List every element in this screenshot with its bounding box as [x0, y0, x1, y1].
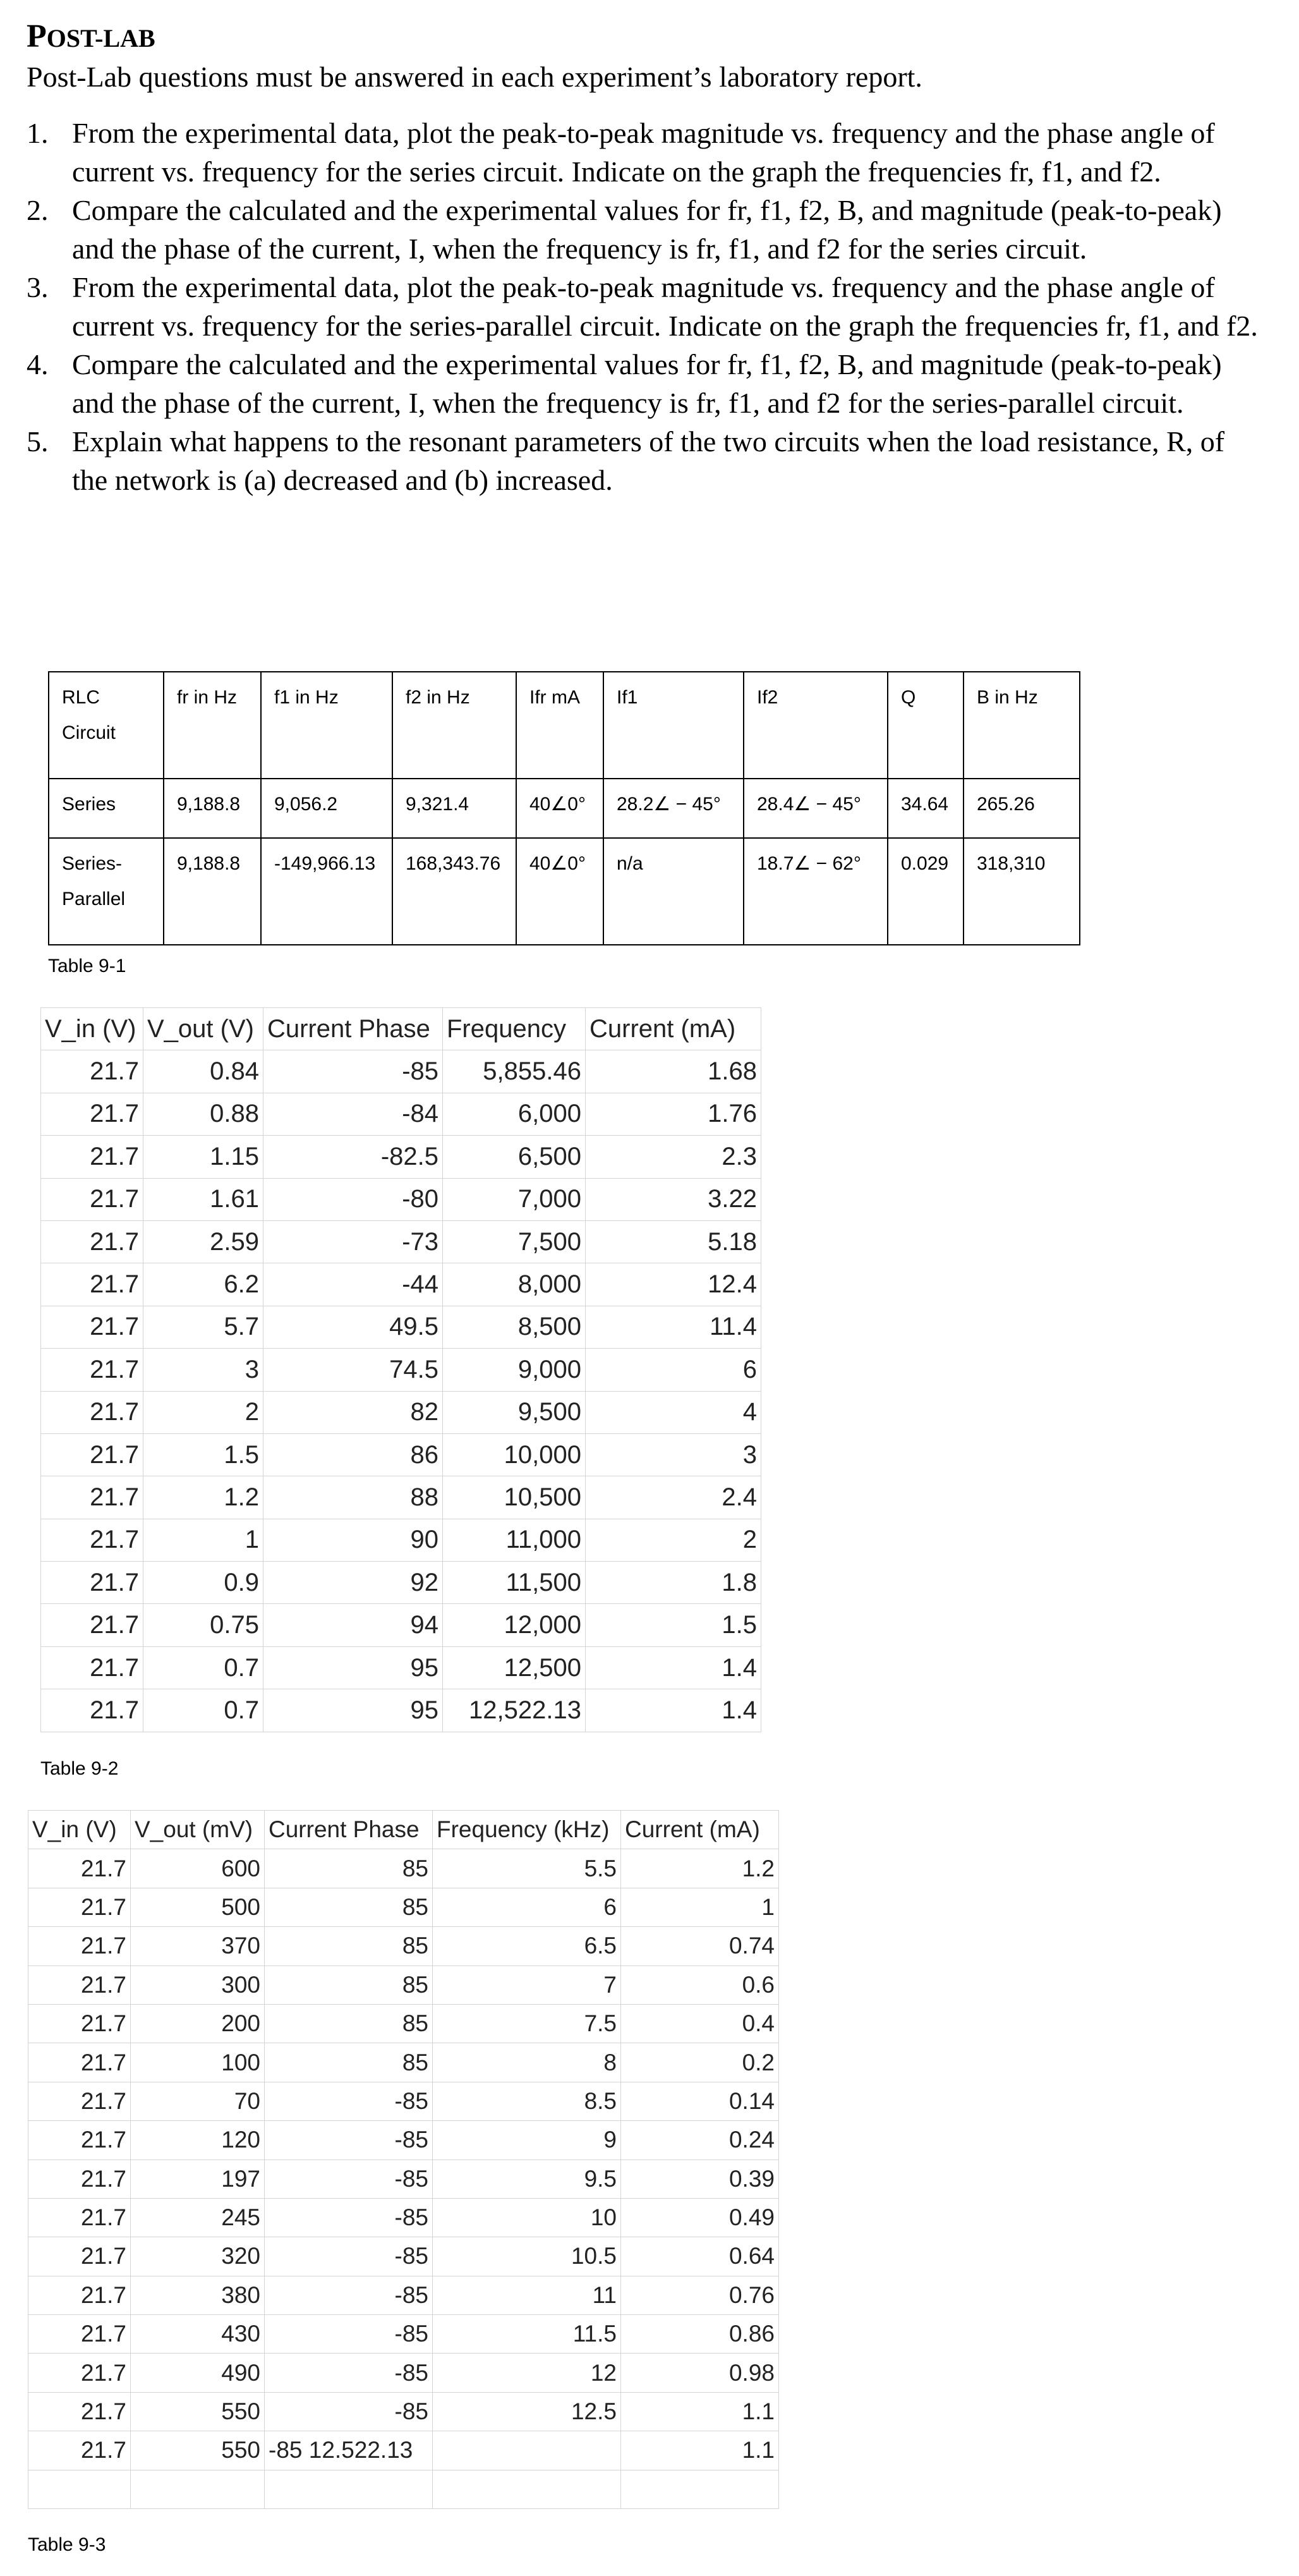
table-cell: 10.5 [433, 2237, 621, 2276]
table-cell: 21.7 [28, 2043, 131, 2082]
table-cell: 1.8 [586, 1562, 761, 1604]
table-cell: -73 [263, 1220, 443, 1263]
table-cell: 12,522.13 [443, 1689, 586, 1732]
column-header: fr in Hz [164, 672, 261, 779]
table-cell: 74.5 [263, 1349, 443, 1391]
table-cell: 490 [131, 2354, 265, 2392]
column-header: Q [888, 672, 964, 779]
table-cell: 12.5 [433, 2392, 621, 2431]
table-cell: 86 [263, 1433, 443, 1476]
column-header: Current (mA) [586, 1008, 761, 1050]
table-cell: 600 [131, 1849, 265, 1888]
table-cell: 1 [143, 1519, 263, 1561]
table-cell: 40∠0° [516, 779, 603, 838]
question-list [27, 114, 1265, 499]
table-row [28, 2315, 779, 2354]
table-row [41, 1349, 761, 1391]
table-9-3 [28, 1810, 779, 2509]
table-cell: 8,000 [443, 1263, 586, 1306]
table-row [28, 2392, 779, 2431]
table-cell: 11 [433, 2276, 621, 2314]
table-cell: 9,000 [443, 1349, 586, 1391]
table-cell: 21.7 [41, 1050, 143, 1093]
table-cell: 5,855.46 [443, 1050, 586, 1093]
table-cell: 11,500 [443, 1562, 586, 1604]
table-cell: 9,321.4 [392, 779, 516, 838]
table-cell: 2.4 [586, 1476, 761, 1519]
table-cell [433, 2431, 621, 2470]
table-cell: -85 [265, 2315, 433, 2354]
table-cell: 90 [263, 1519, 443, 1561]
table-cell: 85 [265, 2043, 433, 2082]
column-header: If1 [603, 672, 744, 779]
table-cell: -85 [263, 1050, 443, 1093]
table-cell: 21.7 [28, 2198, 131, 2237]
table-cell: 0.84 [143, 1050, 263, 1093]
table-cell: 318,310 [964, 838, 1080, 945]
table-row [41, 1093, 761, 1135]
column-header: Current (mA) [621, 1811, 779, 1849]
table-row [41, 1391, 761, 1433]
table-row [28, 2354, 779, 2392]
table-cell: 12 [433, 2354, 621, 2392]
table-cell: 9,188.8 [164, 838, 261, 945]
table-cell: 21.7 [28, 2392, 131, 2431]
table-cell: 92 [263, 1562, 443, 1604]
table-cell: 245 [131, 2198, 265, 2237]
table-cell: 12,000 [443, 1604, 586, 1646]
column-header: V_in (V) [41, 1008, 143, 1050]
column-header: V_out (V) [143, 1008, 263, 1050]
table-cell: 0.6 [621, 1965, 779, 2004]
table-cell: 0.4 [621, 2004, 779, 2043]
table-row [41, 1050, 761, 1093]
table-cell: 550 [131, 2392, 265, 2431]
table-cell: 21.7 [41, 1220, 143, 1263]
table-cell: 21.7 [41, 1646, 143, 1689]
table-cell: 21.7 [41, 1349, 143, 1391]
table-row [41, 1433, 761, 1476]
table-cell: 10,000 [443, 1433, 586, 1476]
table-row [49, 838, 1080, 945]
table-cell: 2 [143, 1391, 263, 1433]
table-cell: 120 [131, 2121, 265, 2160]
table-cell: 1.76 [586, 1093, 761, 1135]
table-cell: 1.1 [621, 2431, 779, 2470]
table-cell: 0.7 [143, 1689, 263, 1732]
table-cell: 21.7 [28, 2082, 131, 2120]
table-cell: 1.5 [143, 1433, 263, 1476]
column-header: Ifr mA [516, 672, 603, 779]
table-cell: 8 [433, 2043, 621, 2082]
table-cell: 21.7 [28, 1849, 131, 1888]
table-cell: -85 [265, 2237, 433, 2276]
table-cell: 9.5 [433, 2160, 621, 2198]
table-cell: 2.3 [586, 1136, 761, 1178]
table-cell: n/a [603, 838, 744, 945]
table-cell: 12.4 [586, 1263, 761, 1306]
table-cell: 21.7 [41, 1136, 143, 1178]
table-cell: 85 [265, 2004, 433, 2043]
table-cell: 34.64 [888, 779, 964, 838]
table-row [28, 2431, 779, 2470]
table-row [28, 2121, 779, 2160]
table-cell: 49.5 [263, 1306, 443, 1348]
column-header: Frequency (kHz) [433, 1811, 621, 1849]
table-cell: 21.7 [28, 1888, 131, 1926]
column-header: V_out (mV) [131, 1811, 265, 1849]
table-cell: 21.7 [28, 2354, 131, 2392]
table-cell: 6.2 [143, 1263, 263, 1306]
table-cell: 5.18 [586, 1220, 761, 1263]
table-cell: 10,500 [443, 1476, 586, 1519]
table-cell: 21.7 [41, 1306, 143, 1348]
table-row [41, 1562, 761, 1604]
table-cell: 3.22 [586, 1178, 761, 1220]
table-cell: 168,343.76 [392, 838, 516, 945]
table-cell: 0.49 [621, 2198, 779, 2237]
table-row [28, 2043, 779, 2082]
table-header-row [41, 1008, 761, 1050]
table-cell: 8,500 [443, 1306, 586, 1348]
table-cell: 370 [131, 1927, 265, 1965]
table-cell: 4 [586, 1391, 761, 1433]
table-9-2-caption: Table 9-2 [40, 1758, 119, 1779]
table-cell: -149,966.13 [261, 838, 392, 945]
table-cell: -85 [265, 2354, 433, 2392]
table-row [41, 1306, 761, 1348]
table-cell: 7,500 [443, 1220, 586, 1263]
table-cell: 1.2 [143, 1476, 263, 1519]
table-cell: 300 [131, 1965, 265, 2004]
section-heading [27, 16, 155, 59]
table-cell: 1.15 [143, 1136, 263, 1178]
table-cell: 3 [143, 1349, 263, 1391]
table-cell: 82 [263, 1391, 443, 1433]
table-row [28, 1888, 779, 1926]
table-cell: 85 [265, 1927, 433, 1965]
table-cell: 9,500 [443, 1391, 586, 1433]
table-row [28, 2276, 779, 2314]
table-cell: Series-Parallel [49, 838, 164, 945]
column-header: Current Phase [265, 1811, 433, 1849]
table-cell: -44 [263, 1263, 443, 1306]
table-cell: 9 [433, 2121, 621, 2160]
column-header: V_in (V) [28, 1811, 131, 1849]
table-cell: 70 [131, 2082, 265, 2120]
table-cell: 21.7 [41, 1093, 143, 1135]
table-cell: 3 [586, 1433, 761, 1476]
table-cell: 0.64 [621, 2237, 779, 2276]
table-cell: 11.5 [433, 2315, 621, 2354]
table-cell: 11,000 [443, 1519, 586, 1561]
table-cell: 94 [263, 1604, 443, 1646]
table-cell: 5.7 [143, 1306, 263, 1348]
table-cell: -80 [263, 1178, 443, 1220]
table-cell: 0.98 [621, 2354, 779, 2392]
table-cell: 11.4 [586, 1306, 761, 1348]
table-cell [621, 2470, 779, 2508]
table-row [41, 1519, 761, 1561]
table-cell: 12,500 [443, 1646, 586, 1689]
table-cell: 95 [263, 1689, 443, 1732]
table-cell: 0.9 [143, 1562, 263, 1604]
table-cell: 9,056.2 [261, 779, 392, 838]
table-row [41, 1263, 761, 1306]
table-cell: 6 [433, 1888, 621, 1926]
table-row [41, 1136, 761, 1178]
table-cell: 0.029 [888, 838, 964, 945]
table-row [28, 2237, 779, 2276]
question-item: 4. Compare the calculated and the experimental values for fr, f1, f2, B, and magnitude (peak-to-peak) and the phase of the current, I, when the frequency is fr, f1, and f2 for the series-parallel circuit. [27, 348, 1222, 419]
table-cell: 85 [265, 1888, 433, 1926]
table-cell: 28.2∠ − 45° [603, 779, 744, 838]
table-cell [131, 2470, 265, 2508]
column-header: RLC Circuit [49, 672, 164, 779]
question-item: 2. Compare the calculated and the experimental values for fr, f1, f2, B, and magnitude (peak-to-peak) and the phase of the current, I, when the frequency is fr, f1, and f2 for the series circuit. [27, 194, 1222, 265]
table-cell: 0.2 [621, 2043, 779, 2082]
question-item: 5. Explain what happens to the resonant parameters of the two circuits when the load resistance, R, of the network is (a) decreased and (b) increased. [27, 425, 1225, 496]
table-cell: -85 [265, 2276, 433, 2314]
table-cell: 1.5 [586, 1604, 761, 1646]
table-row [41, 1476, 761, 1519]
table-cell: 40∠0° [516, 838, 603, 945]
table-cell: 21.7 [41, 1519, 143, 1561]
table-cell: -85 [265, 2160, 433, 2198]
table-cell: 0.74 [621, 1927, 779, 1965]
question-item: 3. From the experimental data, plot the peak-to-peak magnitude vs. frequency and the phase angle of current vs. frequency for the series-parallel circuit. Indicate on the graph the frequencies fr, f1, and f2. [27, 271, 1258, 342]
table-header-row [28, 1811, 779, 1849]
table-cell: -85 [265, 2392, 433, 2431]
table-cell: 7.5 [433, 2004, 621, 2043]
table-cell: 2.59 [143, 1220, 263, 1263]
question-item: 1. From the experimental data, plot the peak-to-peak magnitude vs. frequency and the phase angle of current vs. frequency for the series circuit. Indicate on the graph the frequencies fr, f1, and f2. [27, 117, 1215, 188]
table-cell: 21.7 [41, 1604, 143, 1646]
table-cell: -85 [265, 2198, 433, 2237]
table-cell: 1.61 [143, 1178, 263, 1220]
table-cell: 380 [131, 2276, 265, 2314]
table-cell: 500 [131, 1888, 265, 1926]
table-cell: 21.7 [28, 2004, 131, 2043]
table-row [28, 2004, 779, 2043]
table-cell: 21.7 [41, 1178, 143, 1220]
table-row [28, 2160, 779, 2198]
table-row [41, 1178, 761, 1220]
table-cell: 1 [621, 1888, 779, 1926]
table-9-1 [48, 671, 1080, 945]
table-cell: 320 [131, 2237, 265, 2276]
table-cell: 6 [586, 1349, 761, 1391]
heading-initial: P [27, 18, 47, 54]
table-cell: 21.7 [41, 1476, 143, 1519]
column-header: If2 [744, 672, 888, 779]
table-row [28, 1849, 779, 1888]
table-row [41, 1604, 761, 1646]
heading-rest: OST-LAB [46, 24, 155, 52]
table-cell: 21.7 [28, 2160, 131, 2198]
table-cell: 8.5 [433, 2082, 621, 2120]
table-cell: 9,188.8 [164, 779, 261, 838]
table-cell: 21.7 [41, 1433, 143, 1476]
table-cell: 95 [263, 1646, 443, 1689]
table-cell: 7,000 [443, 1178, 586, 1220]
table-cell: 7 [433, 1965, 621, 2004]
table-cell: 1.68 [586, 1050, 761, 1093]
table-cell: 21.7 [41, 1263, 143, 1306]
table-cell: 21.7 [28, 2121, 131, 2160]
table-row [49, 779, 1080, 838]
table-cell [433, 2470, 621, 2508]
table-cell: 5.5 [433, 1849, 621, 1888]
table-row [28, 1965, 779, 2004]
table-cell [28, 2470, 131, 2508]
table-cell: 21.7 [41, 1689, 143, 1732]
table-cell: -85 [265, 2082, 433, 2120]
table-cell: -85 [265, 2121, 433, 2160]
table-cell: 21.7 [28, 2237, 131, 2276]
table-row [41, 1220, 761, 1263]
table-cell: 21.7 [41, 1391, 143, 1433]
table-row [28, 1927, 779, 1965]
table-cell: 0.39 [621, 2160, 779, 2198]
column-header: B in Hz [964, 672, 1080, 779]
table-cell: 21.7 [28, 2315, 131, 2354]
table-cell: 6,500 [443, 1136, 586, 1178]
table-cell: 21.7 [28, 2431, 131, 2470]
table-cell: 0.75 [143, 1604, 263, 1646]
table-cell: -84 [263, 1093, 443, 1135]
table-cell: 1.4 [586, 1689, 761, 1732]
table-cell: 430 [131, 2315, 265, 2354]
table-9-2 [40, 1007, 761, 1732]
table-cell: 85 [265, 1849, 433, 1888]
table-row [41, 1689, 761, 1732]
table-cell: 1.1 [621, 2392, 779, 2431]
table-cell: 1.2 [621, 1849, 779, 1888]
column-header: Frequency [443, 1008, 586, 1050]
table-cell: 85 [265, 1965, 433, 2004]
table-cell: 21.7 [41, 1562, 143, 1604]
table-cell: -82.5 [263, 1136, 443, 1178]
table-row [28, 2470, 779, 2508]
table-row [41, 1646, 761, 1689]
table-cell: 6,000 [443, 1093, 586, 1135]
table-9-1-caption: Table 9-1 [48, 956, 126, 976]
table-row [28, 2082, 779, 2120]
table-cell: 21.7 [28, 2276, 131, 2314]
table-9-3-caption: Table 9-3 [28, 2534, 106, 2555]
table-cell: 0.24 [621, 2121, 779, 2160]
table-cell: 88 [263, 1476, 443, 1519]
table-cell: 21.7 [28, 1965, 131, 2004]
table-cell: 10 [433, 2198, 621, 2237]
table-cell: 100 [131, 2043, 265, 2082]
column-header: Current Phase [263, 1008, 443, 1050]
table-cell: 0.88 [143, 1093, 263, 1135]
table-header-row [49, 672, 1080, 779]
table-cell: 0.86 [621, 2315, 779, 2354]
table-cell: 550 [131, 2431, 265, 2470]
table-cell: -85 12.522.13 [265, 2431, 433, 2470]
table-cell: 0.7 [143, 1646, 263, 1689]
column-header: f2 in Hz [392, 672, 516, 779]
table-row [28, 2198, 779, 2237]
table-cell [265, 2470, 433, 2508]
intro-text: Post-Lab questions must be answered in each experiment’s laboratory report. [27, 61, 922, 93]
table-cell: 21.7 [28, 1927, 131, 1965]
table-cell: 200 [131, 2004, 265, 2043]
table-cell: 197 [131, 2160, 265, 2198]
table-cell: 1.4 [586, 1646, 761, 1689]
table-cell: 2 [586, 1519, 761, 1561]
table-cell: Series [49, 779, 164, 838]
table-cell: 6.5 [433, 1927, 621, 1965]
table-cell: 265.26 [964, 779, 1080, 838]
table-cell: 0.76 [621, 2276, 779, 2314]
table-cell: 18.7∠ − 62° [744, 838, 888, 945]
table-cell: 0.14 [621, 2082, 779, 2120]
column-header: f1 in Hz [261, 672, 392, 779]
table-cell: 28.4∠ − 45° [744, 779, 888, 838]
